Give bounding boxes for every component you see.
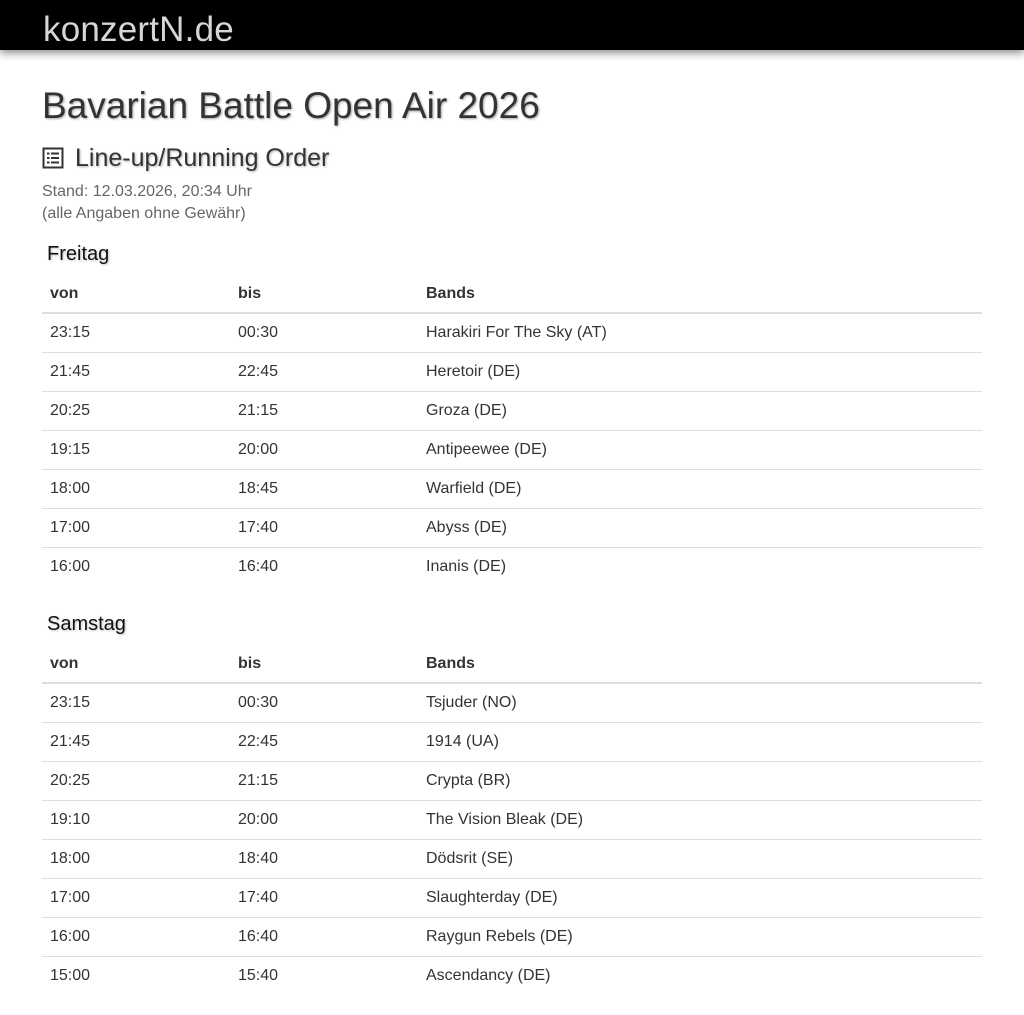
cell-band: Warfield (DE) [418,470,982,509]
cell-band: Inanis (DE) [426,558,507,575]
cell-band: Raygun Rebels (DE) [418,918,982,957]
cell-band: Dödsrit (SE) [418,840,982,879]
cell-band: Slaughterday (DE) [418,879,982,918]
day-title: Samstag [47,613,126,635]
cell-von: 20:25 [42,762,230,801]
cell-von: 16:00 [42,918,230,957]
day-block-samstag [42,610,982,995]
table-row [42,840,982,879]
cell-bis: 20:00 [230,801,418,840]
cell-von: 17:00 [42,879,230,918]
cell-band: 1914 (UA) [418,723,982,762]
cell-von: 23:15 [42,313,230,353]
section-title [42,143,329,173]
table-row [42,879,982,918]
running-order-table [42,276,982,586]
table-row [42,392,982,431]
cell-bis: 17:40 [230,509,418,548]
cell-bis: 21:15 [230,762,418,801]
table-header-row [42,646,982,683]
running-order-table [42,646,982,995]
cell-von: 19:15 [42,431,230,470]
cell-von: 20:25 [42,392,230,431]
header-von: von [42,646,230,683]
cell-band: Tsjuder (NO) [418,683,982,723]
header-bands: Bands [418,646,982,683]
table-row [42,723,982,762]
cell-von: 18:00 [42,470,230,509]
cell-bis: 00:30 [230,683,418,723]
brand-link[interactable]: konzertN.de [43,10,234,49]
cell-band: Groza (DE) [418,392,982,431]
table-row [42,470,982,509]
cell-von: 23:15 [42,683,230,723]
cell-bis: 18:45 [230,470,418,509]
cell-von: 18:00 [42,840,230,879]
stand-timestamp: Stand: 12.03.2026, 20:34 Uhr [42,183,252,200]
header-von: von [42,276,230,313]
table-row [42,313,982,353]
cell-band: The Vision Bleak (DE) [418,801,982,840]
table-row [42,548,982,587]
day-block-freitag [42,240,982,586]
cell-bis: 21:15 [230,392,418,431]
table-row [42,683,982,723]
header-bands: Bands [418,276,982,313]
cell-band: Antipeewee (DE) [418,431,982,470]
cell-bis: 16:40 [230,918,418,957]
cell-bis: 22:45 [230,353,418,392]
cell-bis: 17:40 [230,879,418,918]
table-row [42,918,982,957]
cell-band: Heretoir (DE) [418,353,982,392]
table-row [42,509,982,548]
cell-von: 19:10 [42,801,230,840]
table-header-row [42,276,982,313]
table-row [42,431,982,470]
cell-band: Harakiri For The Sky (AT) [418,313,982,353]
cell-band: Crypta (BR) [418,762,982,801]
table-row [42,801,982,840]
cell-von: 16:00 [50,558,91,575]
section-title-text: Line-up/Running Order [75,144,330,172]
cell-bis: 16:40 [238,558,279,575]
cell-von: 15:00 [50,967,91,984]
page-title: Bavarian Battle Open Air 2026 [42,85,540,126]
top-navbar [0,0,1024,50]
cell-von: 21:45 [42,723,230,762]
table-row [42,762,982,801]
table-row [42,353,982,392]
cell-bis: 18:40 [230,840,418,879]
header-bis: bis [230,646,418,683]
cell-bis: 15:40 [238,967,279,984]
cell-bis: 22:45 [230,723,418,762]
disclaimer-note: (alle Angaben ohne Gewähr) [42,205,246,222]
header-bis: bis [230,276,418,313]
cell-bis: 00:30 [230,313,418,353]
cell-band: Abyss (DE) [418,509,982,548]
day-title: Freitag [47,243,110,265]
cell-von: 17:00 [42,509,230,548]
table-row [42,957,982,996]
cell-band: Ascendancy (DE) [426,967,551,984]
cell-bis: 20:00 [230,431,418,470]
list-icon [42,147,64,169]
cell-von: 21:45 [42,353,230,392]
